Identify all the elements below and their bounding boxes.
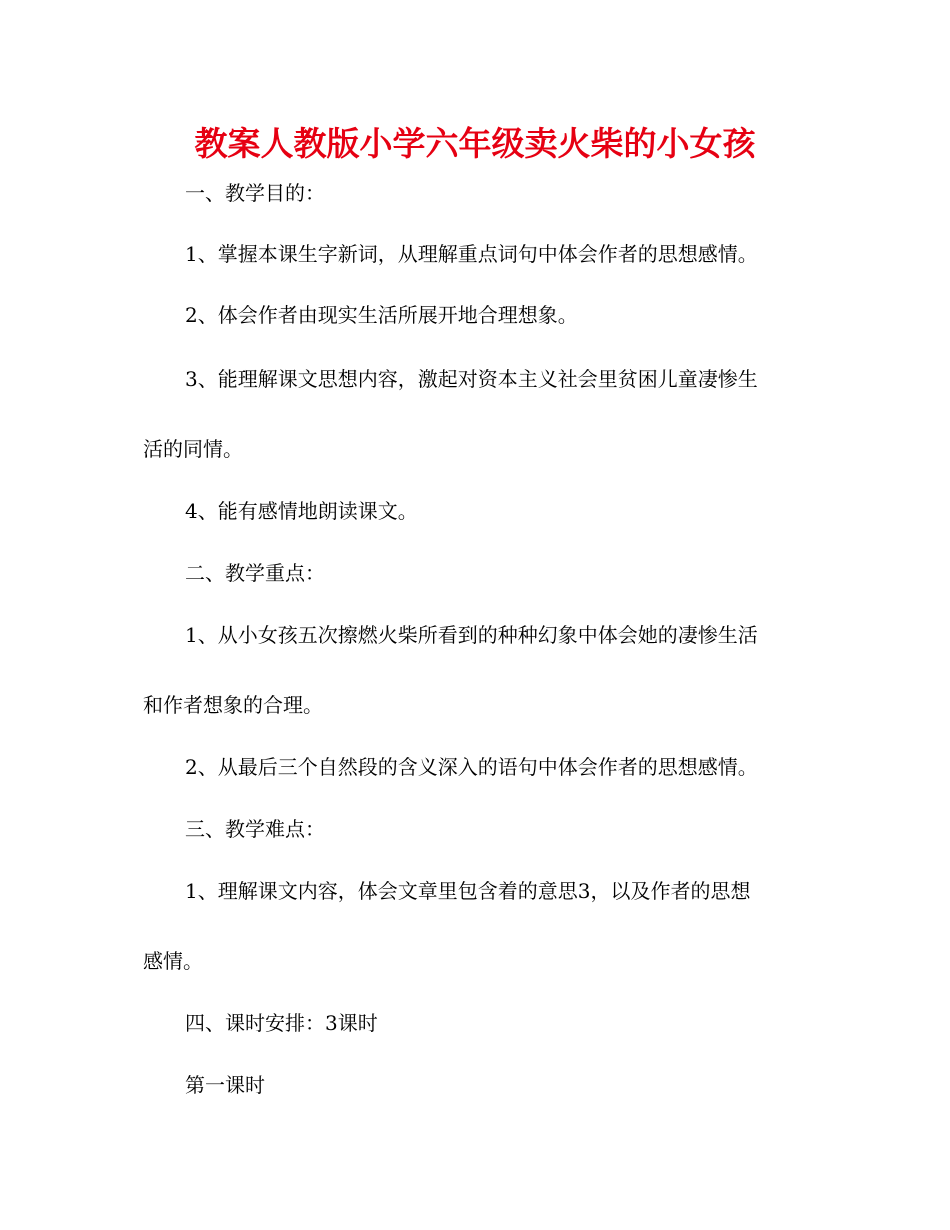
difficulty-1-line-1: 1、理解课文内容，体会文章里包含着的意思3，以及作者的思想 [185,879,751,903]
focus-1-line-2: 和作者想象的合理。 [143,693,323,717]
heading-first-lesson: 第一课时 [185,1073,265,1097]
document-title: 教案人教版小学六年级卖火柴的小女孩 [194,124,756,163]
focus-2: 2、从最后三个自然段的含义深入的语句中体会作者的思想感情。 [185,755,758,779]
objective-2: 2、体会作者由现实生活所展开地合理想象。 [185,303,578,327]
objective-4: 4、能有感情地朗读课文。 [185,499,418,523]
objective-3-line-2: 活的同情。 [143,437,243,461]
focus-1-line-1: 1、从小女孩五次擦燃火柴所看到的种种幻象中体会她的凄惨生活 [185,623,758,647]
objective-3-line-1: 3、能理解课文思想内容，激起对资本主义社会里贫困儿童凄惨生 [185,367,758,391]
heading-class-schedule: 四、课时安排：3课时 [185,1011,378,1035]
heading-teaching-difficulty: 三、教学难点： [185,817,325,841]
difficulty-1-line-2: 感情。 [143,949,203,973]
objective-1: 1、掌握本课生字新词，从理解重点词句中体会作者的思想感情。 [185,242,758,266]
heading-teaching-objectives: 一、教学目的： [185,181,325,205]
heading-teaching-focus: 二、教学重点： [185,561,325,585]
